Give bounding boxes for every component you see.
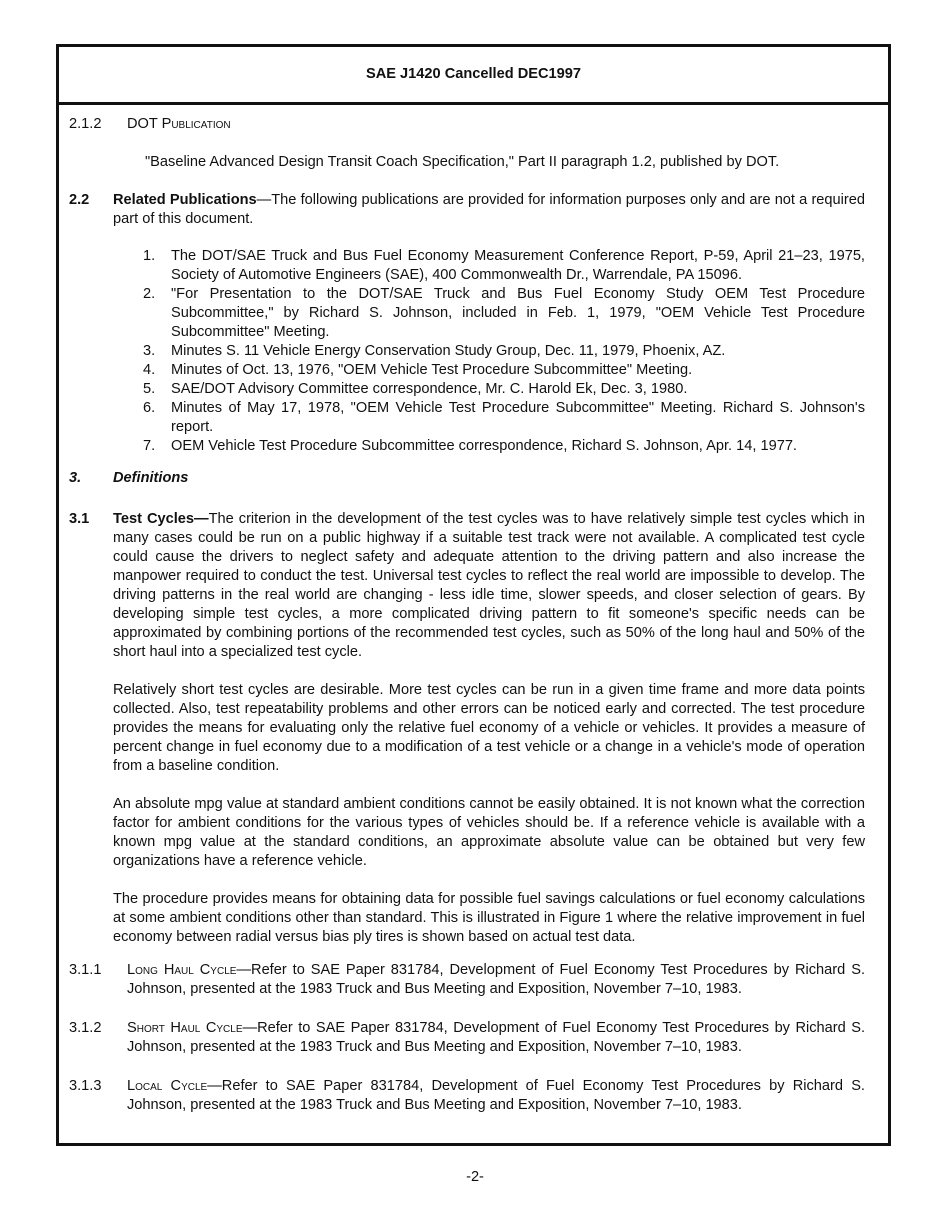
section-number: 3. xyxy=(69,470,82,486)
reference-text: "For Presentation to the DOT/SAE Truck and Bus Fuel Economy Study OEM Test Procedure Subcommittee," by Richard S. Johnson, included in Feb. 1, 1979, "OEM Vehicle Test Procedure Subcommittee" Meeting. xyxy=(171,286,865,340)
reference-number: 2. xyxy=(143,286,156,302)
section-heading: Related Publications xyxy=(113,192,257,208)
reference-text: Minutes of May 17, 1978, "OEM Vehicle Test Procedure Subcommittee" Meeting. Richard S. Johnson's report. xyxy=(171,400,865,435)
paragraph: An absolute mpg value at standard ambient conditions cannot be easily obtained. It is not known what the correction factor for ambient conditions for the various types of vehicles should be. If a reference vehicle is available with a known mpg value at the standard conditions, an approximate absolute value can be obtained but very few organizations have a reference vehicle. xyxy=(113,796,865,869)
document-title: SAE J1420 Cancelled DEC1997 xyxy=(366,66,581,82)
reference-item xyxy=(143,399,865,437)
section-number: 2.2 xyxy=(69,192,90,208)
reference-items xyxy=(143,247,865,456)
section-number: 3.1.2 xyxy=(69,1020,102,1036)
section-number: 3.1.1 xyxy=(69,962,102,978)
reference-item xyxy=(143,361,865,380)
reference-number: 1. xyxy=(143,248,156,264)
paragraph: The procedure provides means for obtaining data for possible fuel savings calculations or fuel economy calculations at some ambient conditions other than standard. This is illustrated in Figure 1 where the relative improvement in fuel economy between radial versus bias ply tires is shown based on actual test data. xyxy=(113,891,865,945)
reference-number: 6. xyxy=(143,400,156,416)
page-number: -2- xyxy=(466,1169,484,1185)
section-heading: Long Haul Cycle xyxy=(127,962,237,978)
reference-text: SAE/DOT Advisory Committee correspondence, Mr. C. Harold Ek, Dec. 3, 1980. xyxy=(171,381,688,397)
reference-text: Minutes S. 11 Vehicle Energy Conservation Study Group, Dec. 11, 1979, Phoenix, AZ. xyxy=(171,343,726,359)
paragraph: Relatively short test cycles are desirable. More test cycles can be run in a given time frame and more data points collected. Also, test repeatability problems and other errors can be noticed early and corrected. The test procedure provides the means for evaluating only the relative fuel economy of a vehicle or vehicles. It provides a measure of percent change in fuel economy due to a modification of a test vehicle or a change in a vehicle's mode of operation from a baseline condition. xyxy=(113,682,865,774)
section-heading: Definitions xyxy=(113,470,189,486)
page-header xyxy=(59,47,888,105)
reference-number: 5. xyxy=(143,381,156,397)
section-number: 3.1 xyxy=(69,511,90,527)
section-heading: DOT Publication xyxy=(127,116,231,132)
reference-number: 3. xyxy=(143,343,156,359)
paragraph: Test Cycles—The criterion in the development of the test cycles was to have relatively simple test cycles which in many cases could be run on a public highway if a suitable test track were not available. A complicated test cycle could cause the drivers to neglect safety and adequate attention to the driving pattern and also increase the manpower required to conduct the test. Universal test cycles to reflect the real world are impossible to develop. The driving patterns in the real world are changing - less idle time, slower speeds, and closer selection of gears. By developing simple test cycles, a more complicated driving pattern to fit someone's specific needs can be approximated by combining portions of the recommended test cycles, such as 50% of the long haul and 50% of the short haul into a specialized test cycle. xyxy=(113,511,865,660)
reference-number: 7. xyxy=(143,438,156,454)
reference-number: 4. xyxy=(143,362,156,378)
reference-item xyxy=(143,247,865,285)
reference-text: Minutes of Oct. 13, 1976, "OEM Vehicle Test Procedure Subcommittee" Meeting. xyxy=(171,362,693,378)
reference-text: The DOT/SAE Truck and Bus Fuel Economy Measurement Conference Report, P-59, April 21–23, 1975, Society of Automotive Engineers (SAE), 400 Commonwealth Dr., Warrendale, PA 15096. xyxy=(171,248,865,283)
section-heading: Test Cycles— xyxy=(113,511,209,527)
section-number: 2.1.2 xyxy=(69,116,102,132)
reference-item xyxy=(143,380,865,399)
reference-item xyxy=(143,437,865,456)
section-heading: Local Cycle xyxy=(127,1078,208,1094)
reference-text: OEM Vehicle Test Procedure Subcommittee correspondence, Richard S. Johnson, Apr. 14, 1977. xyxy=(171,438,797,454)
page-frame: SAE J1420 Cancelled DEC1997 2.1.2 DOT Publication "Baseline Advanced Design Transit Coach Specification," Part II paragraph 1.2, published by DOT. 2.2 Related Publications—The following publications are provided for information purposes only and are not a required part of this document. 1. The DOT/SAE Truck and Bus Fuel Economy Measurement Conference Report, P-59, April 21–23, 1975, Society of Automotive Engineers (SAE), 400 Commonwealth Dr., Warrendale, PA 15096. 2. "For Presentation to the DOT/SAE Truck and Bus Fuel Economy Study OEM Test Procedure Subcommittee," by Richard S. Johnson, included in Feb. 1, 1979, "OEM Vehicle Test Procedure Subcommittee" Meeting. 3. Minutes S. 11 Vehicle Energy Conservation Study Group, Dec. 11, 1979, Phoenix, AZ. 4. Minutes of Oct. 13, 1976, "OEM Vehicle Test Procedure Subcommittee" Meeting. 5. SAE/DOT Advisory Committee correspondence, Mr. C. Harold Ek, Dec. 3, 1980. 6. Minutes of May 17, 1978, "OEM Vehicle Test Procedure Subcommittee" Meeting. Richard S. Johnson's report. 7. OEM Vehicle Test Procedure Subcommittee correspondence, Richard S. Johnson, Apr. 14, 1977. 3. Definitions 3.1 Test Cycles—The criterion in the development of the test cycles was to have relatively simple test cycles which in many cases could be run on a public highway if a suitable test track were not available. A complicated test cycle could cause the drivers to neglect safety and adequate attention to the driving pattern and also increase the manpower required to conduct the test. Universal test cycles to reflect the real world are impossible to develop. The driving patterns in the real world are changing - less idle time, slower speeds, and closer selection of gears. By developing simple test cycles, a more complicated driving pattern to fit someone's specific needs can be approximated by combining portions of the recommended test cycles, such as 50% of the long haul and 50% of the short haul into a specialized test cycle. Relatively short test cycles are desirable. More test cycles can be run in a given time frame and more data points collected. Also, test repeatability problems and other errors can be noticed early and corrected. The test procedure provides the means for evaluating only the relative fuel economy of a vehicle or vehicles. It provides a measure of percent change in fuel economy due to a modification of a test vehicle or a change in a vehicle's mode of operation from a baseline condition. An absolute mpg value at standard ambient conditions cannot be easily obtained. It is not known what the correction factor for ambient conditions for the various types of vehicles should be. If a reference vehicle is available with a known mpg value at the standard conditions, an approximate absolute value can be obtained but very few organizations have a reference vehicle. The procedure provides means for obtaining data for possible fuel savings calculations or fuel economy calculations at some ambient conditions other than standard. This is illustrated in Figure 1 where the relative improvement in fuel economy between radial versus bias ply tires is shown based on actual test data. 3.1.1 Long Haul Cycle—Refer to SAE Paper 831784, Development of Fuel Economy Test Procedures by Richard S. Johnson, presented at the 1983 Truck and Bus Meeting and Exposition, November 7–10, 1983. 3.1.2 Short Haul Cycle—Refer to SAE Paper 831784, Development of Fuel Economy Test Procedures by Richard S. Johnson, presented at the 1983 Truck and Bus Meeting and Exposition, November 7–10, 1983. 3.1.3 Local Cycle—Refer to SAE Paper 831784, Development of Fuel Economy Test Procedures by Richard S. Johnson, presented at the 1983 Truck and Bus Meeting and Exposition, November 7–10, 1983. xyxy=(56,44,891,1146)
reference-item xyxy=(143,342,865,361)
section-number: 3.1.3 xyxy=(69,1078,102,1094)
section-text: —The following publications are provided for information purposes only and are not a required part of this document. xyxy=(113,192,865,227)
section-heading: Short Haul Cycle xyxy=(127,1020,243,1036)
reference-item xyxy=(143,285,865,342)
